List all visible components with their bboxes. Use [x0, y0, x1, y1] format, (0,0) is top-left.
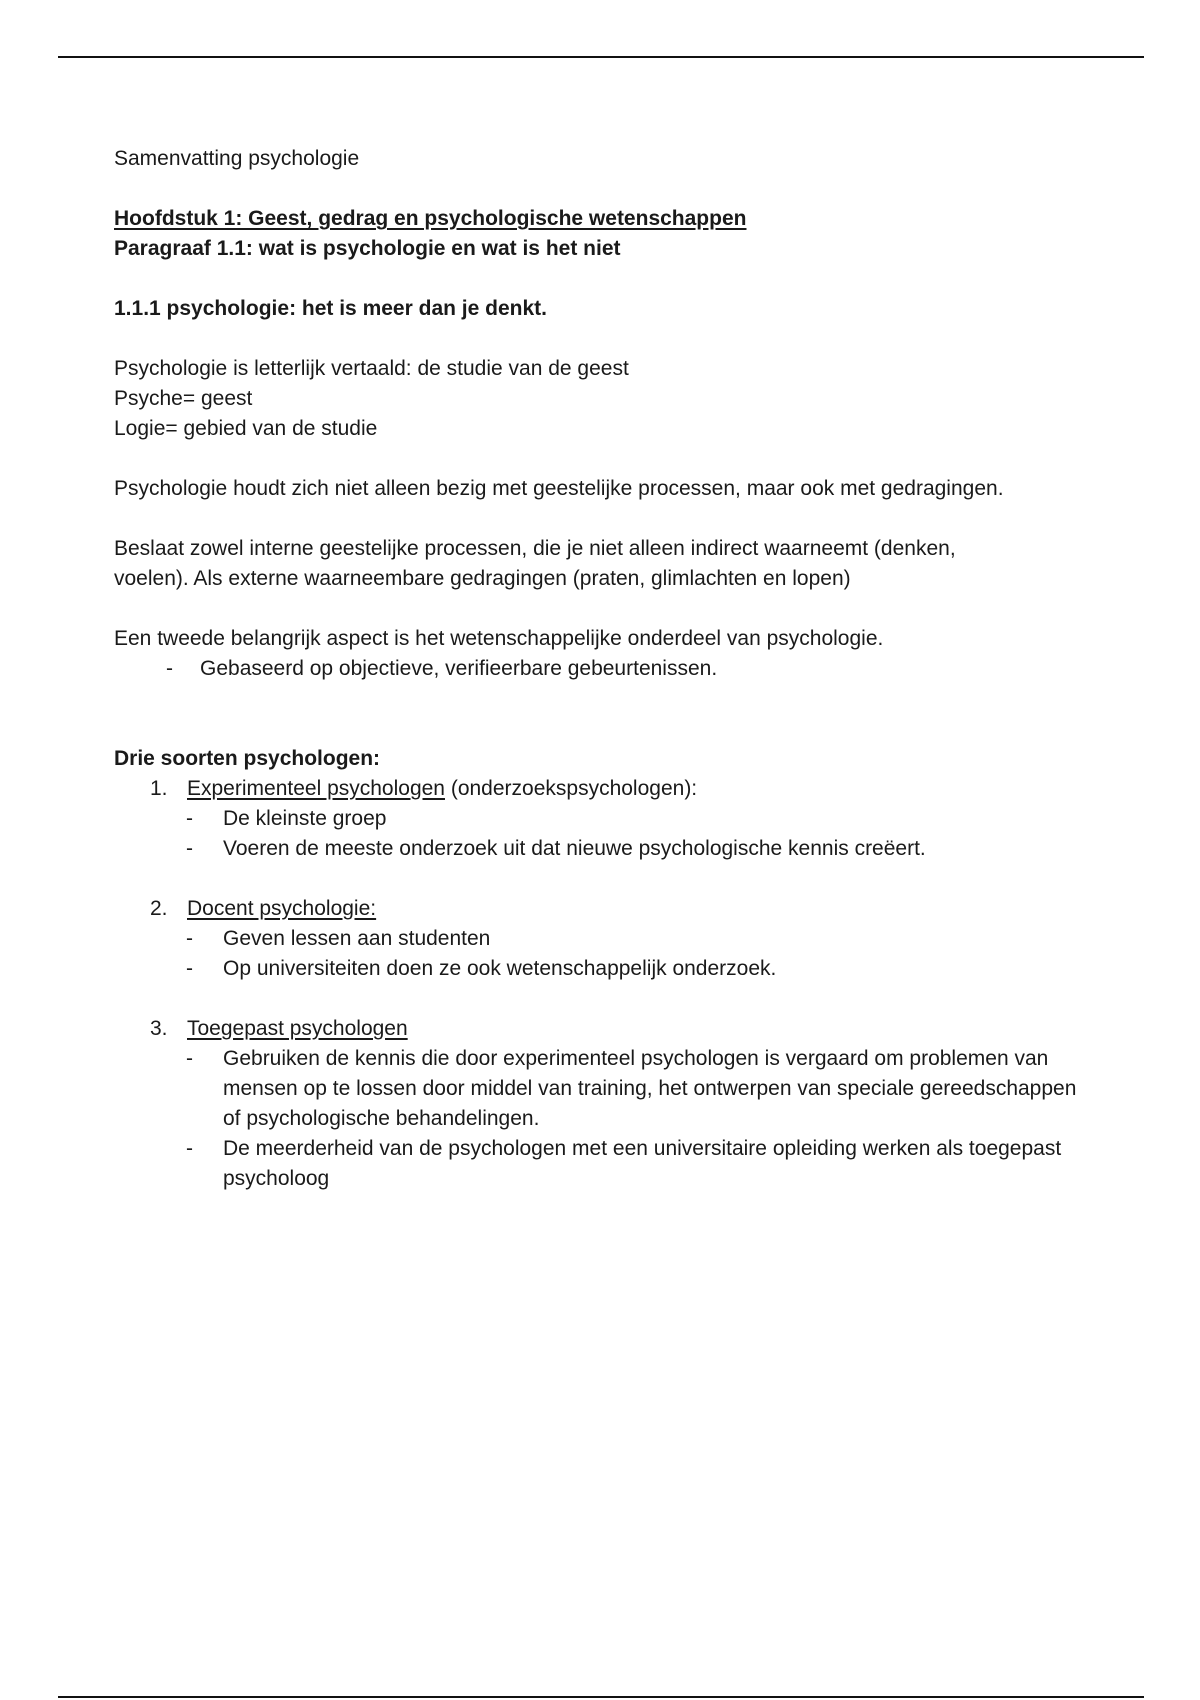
list-item — [114, 834, 1074, 864]
item-title-suffix: (onderzoekspsychologen): — [445, 777, 698, 800]
bullet-dash: - — [186, 1047, 193, 1070]
list-item-text: Gebruiken de kennis die door experimenteel psychologen is vergaard om problemen van mensen op te lossen door middel van training, het ontwerpen van speciale gereedschappen of psychologische behandelingen. — [223, 1047, 1077, 1130]
bullet-dash: - — [186, 957, 193, 980]
item-title: Toegepast psychologen — [187, 1017, 408, 1040]
types-heading: Drie soorten psychologen: — [114, 747, 381, 770]
list-item-text: De kleinste groep — [223, 807, 387, 830]
processes-paragraph-line: Beslaat zowel interne geestelijke processen, die je niet alleen indirect waarneemt (denken, — [114, 537, 956, 560]
bullet-dash: - — [186, 927, 193, 950]
definition-line: Psyche= geest — [114, 387, 253, 410]
list-item — [114, 804, 1074, 834]
list-item-text: Gebaseerd op objectieve, verifieerbare gebeurtenissen. — [200, 657, 718, 680]
item-number: 2. — [150, 897, 168, 920]
definition-line: Psychologie is letterlijk vertaald: de studie van de geest — [114, 357, 629, 380]
list-item — [114, 654, 1074, 684]
item-title: Docent psychologie: — [187, 897, 377, 920]
list-item-text: Geven lessen aan studenten — [223, 927, 491, 950]
list-item — [114, 954, 1074, 984]
numbered-item — [114, 774, 1074, 804]
bullet-dash: - — [186, 837, 193, 860]
definition-line: Logie= gebied van de studie — [114, 417, 378, 440]
list-item-text: Voeren de meeste onderzoek uit dat nieuwe psychologische kennis creëert. — [223, 837, 926, 860]
page-top-rule — [58, 56, 1144, 58]
numbered-item — [114, 1014, 1074, 1044]
science-paragraph: Een tweede belangrijk aspect is het wetenschappelijke onderdeel van psychologie. — [114, 627, 884, 650]
numbered-item — [114, 894, 1074, 924]
item-number: 1. — [150, 777, 168, 800]
list-item-text: Op universiteiten doen ze ook wetenschappelijk onderzoek. — [223, 957, 777, 980]
document-title: Samenvatting psychologie — [114, 147, 360, 170]
list-item — [114, 1044, 1083, 1134]
list-item-text: De meerderheid van de psychologen met een universitaire opleiding werken als toegepast psycholoog — [223, 1137, 1062, 1190]
list-item — [114, 1134, 1083, 1194]
processes-paragraph-line: voelen). Als externe waarneembare gedragingen (praten, glimlachten en lopen) — [114, 567, 851, 590]
behaviour-paragraph: Psychologie houdt zich niet alleen bezig met geestelijke processen, maar ook met gedragingen. — [114, 477, 1004, 500]
paragraph-heading: Paragraaf 1.1: wat is psychologie en wat is het niet — [114, 237, 621, 260]
list-item — [114, 924, 1074, 954]
item-title: Experimenteel psychologen — [187, 777, 445, 800]
item-number: 3. — [150, 1017, 168, 1040]
bullet-dash: - — [186, 1137, 193, 1160]
bullet-dash: - — [186, 807, 193, 830]
document-body — [114, 144, 1077, 1194]
bullet-dash: - — [166, 657, 173, 680]
chapter-heading: Hoofdstuk 1: Geest, gedrag en psychologische wetenschappen — [114, 207, 747, 230]
page-bottom-rule — [58, 1696, 1144, 1698]
subsection-heading: 1.1.1 psychologie: het is meer dan je denkt. — [114, 297, 547, 320]
